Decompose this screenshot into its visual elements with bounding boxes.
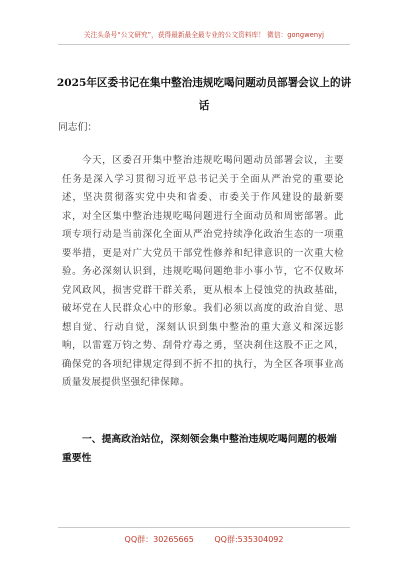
salutation: 同志们：	[58, 122, 98, 133]
footer-divider	[58, 527, 350, 528]
qq-group-1: QQ群：30265665	[124, 535, 194, 544]
promo-banner: 关注头条号“公文研究”，获得最新最全最专业的公文资料库！ 微信：gongwenyj	[83, 31, 325, 39]
body-paragraph: 今天，区委召开集中整治违规吃喝问题动员部署会议，主要任务是深入学习贯彻习近平总书记关于全面从严治党的重要论述，坚决贯彻落实党中央和省委、市委关于作风建设的最新要求，对全区集中整治违规吃喝问题进行全面动员和周密部署。此项专项行动是当前深化全面从严治党持续净化政治生态的一项重要举措，更是对广大党员干部党性修养和纪律意识的一次重大检验。务必深刻认识到，违规吃喝问题绝非小事小节，它不仅败坏党风政风，损害党群干群关系，更从根本上侵蚀党的执政基础，破坏党在人民群众心中的形象。我们必须以高度的政治自觉、思想自觉、行动自觉，深刻认识到集中整治的重大意义和深远影响，以雷霆万钧之势、刮骨疗毒之勇，坚决刹住这股不正之风，确保党的各项纪律规定得到不折不扣的执行，为全区各项事业高质量发展提供坚强纪律保障。	[62, 155, 344, 388]
document-title: 2025年区委书记在集中整治违规吃喝问题动员部署会议上的讲话	[56, 77, 352, 112]
section-heading: 一、提高政治站位，深刻领会集中整治违规吃喝问题的极端重要性	[62, 434, 337, 464]
footer-contacts	[0, 534, 408, 545]
qq-group-2: QQ群:535304092	[214, 535, 284, 544]
header-divider	[58, 44, 350, 45]
